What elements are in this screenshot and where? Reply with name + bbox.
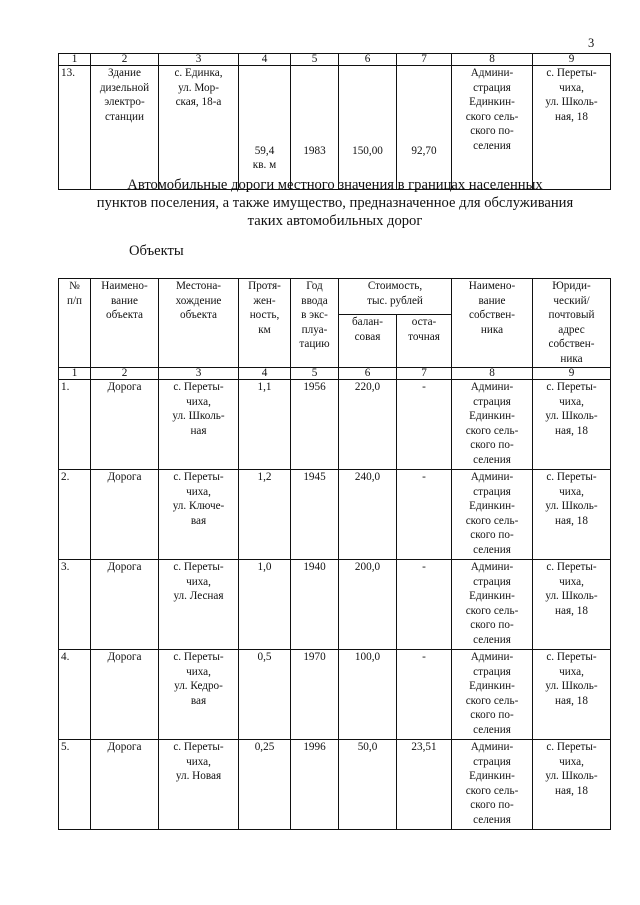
col-number: 7 — [397, 54, 452, 66]
roads-table — [58, 278, 611, 830]
owner-address: с. Переты- чиха, ул. Школь- ная, 18 — [533, 380, 611, 470]
residual-cost: 23,51 — [397, 740, 452, 830]
residual-cost: - — [397, 470, 452, 560]
object-location: с. Переты- чиха, ул. Новая — [159, 740, 239, 830]
table-row — [59, 66, 611, 190]
column-number-row — [59, 368, 611, 380]
header-location: Местона- хождение объекта — [159, 279, 239, 368]
page-number: 3 — [588, 36, 595, 50]
owner-name: Админи- страция Единкин- ского сель- ского по- селения — [452, 650, 533, 740]
col-number: 5 — [291, 368, 339, 380]
continuation-table — [58, 53, 611, 190]
residual-cost: 92,70 — [397, 66, 452, 190]
objects-label: Объекты — [129, 243, 184, 259]
balance-cost: 240,0 — [339, 470, 397, 560]
col-number: 3 — [159, 54, 239, 66]
col-number: 2 — [91, 54, 159, 66]
col-number: 9 — [533, 368, 611, 380]
section-title: Автомобильные дороги местного значения в границах населенных пунктов поселения, а также имущество, предназначенное для обслуживания таких автомобильных дорог — [96, 177, 574, 229]
col-number: 7 — [397, 368, 452, 380]
table-row — [59, 380, 611, 470]
object-name: Дорога — [91, 650, 159, 740]
owner-name: Админи- страция Единкин- ского сель- ского по- селения — [452, 740, 533, 830]
owner-name: Админи- страция Единкин- ского сель- ского по- селения — [452, 66, 533, 190]
row-number: 3. — [59, 560, 91, 650]
balance-cost: 200,0 — [339, 560, 397, 650]
object-location: с. Переты- чиха, ул. Школь- ная — [159, 380, 239, 470]
col-number: 3 — [159, 368, 239, 380]
header-owner: Наимено- вание собствен- ника — [452, 279, 533, 368]
col-number: 5 — [291, 54, 339, 66]
header-cost: Стоимость, тыс. рублей — [339, 279, 452, 315]
object-location: с. Переты- чиха, ул. Кедро- вая — [159, 650, 239, 740]
row-number: 5. — [59, 740, 91, 830]
object-name: Дорога — [91, 740, 159, 830]
object-size: 59,4 кв. м — [239, 66, 291, 190]
row-number: 4. — [59, 650, 91, 740]
table-row — [59, 470, 611, 560]
balance-cost: 100,0 — [339, 650, 397, 740]
residual-cost: - — [397, 650, 452, 740]
commission-year: 1956 — [291, 380, 339, 470]
owner-name: Админи- страция Единкин- ского сель- ского по- селения — [452, 560, 533, 650]
header-length: Протя- жен- ность, км — [239, 279, 291, 368]
object-name: Здание дизельной электро- станции — [91, 66, 159, 190]
header-year: Год ввода в экс- плуа- тацию — [291, 279, 339, 368]
road-length: 1,2 — [239, 470, 291, 560]
header-residual: оста- точная — [397, 315, 452, 368]
commission-year: 1945 — [291, 470, 339, 560]
balance-cost: 50,0 — [339, 740, 397, 830]
owner-address: с. Переты- чиха, ул. Школь- ная, 18 — [533, 470, 611, 560]
col-number: 8 — [452, 368, 533, 380]
col-number: 8 — [452, 54, 533, 66]
residual-cost: - — [397, 560, 452, 650]
owner-address: с. Переты- чиха, ул. Школь- ная, 18 — [533, 740, 611, 830]
commission-year: 1983 — [291, 66, 339, 190]
table-header-row — [59, 279, 611, 315]
object-name: Дорога — [91, 560, 159, 650]
col-number: 1 — [59, 368, 91, 380]
col-number: 2 — [91, 368, 159, 380]
header-num: № п/п — [59, 279, 91, 368]
table-row — [59, 560, 611, 650]
header-address: Юриди- ческий/ почтовый адрес собствен- ника — [533, 279, 611, 368]
col-number: 9 — [533, 54, 611, 66]
road-length: 1,1 — [239, 380, 291, 470]
row-number: 13. — [59, 66, 91, 190]
object-location: с. Переты- чиха, ул. Лесная — [159, 560, 239, 650]
col-number: 6 — [339, 368, 397, 380]
col-number: 6 — [339, 54, 397, 66]
owner-address: с. Переты- чиха, ул. Школь- ная, 18 — [533, 650, 611, 740]
owner-address: с. Переты- чиха, ул. Школь- ная, 18 — [533, 66, 611, 190]
residual-cost: - — [397, 380, 452, 470]
balance-cost: 220,0 — [339, 380, 397, 470]
table-row — [59, 740, 611, 830]
commission-year: 1940 — [291, 560, 339, 650]
road-length: 0,25 — [239, 740, 291, 830]
object-name: Дорога — [91, 470, 159, 560]
row-number: 1. — [59, 380, 91, 470]
owner-address: с. Переты- чиха, ул. Школь- ная, 18 — [533, 560, 611, 650]
object-location: с. Единка, ул. Мор- ская, 18-а — [159, 66, 239, 190]
road-length: 1,0 — [239, 560, 291, 650]
column-number-row — [59, 54, 611, 66]
col-number: 4 — [239, 368, 291, 380]
road-length: 0,5 — [239, 650, 291, 740]
owner-name: Админи- страция Единкин- ского сель- ского по- селения — [452, 470, 533, 560]
col-number: 1 — [59, 54, 91, 66]
col-number: 4 — [239, 54, 291, 66]
commission-year: 1970 — [291, 650, 339, 740]
object-location: с. Переты- чиха, ул. Ключе- вая — [159, 470, 239, 560]
object-name: Дорога — [91, 380, 159, 470]
header-name: Наимено- вание объекта — [91, 279, 159, 368]
commission-year: 1996 — [291, 740, 339, 830]
table-row — [59, 650, 611, 740]
balance-cost: 150,00 — [339, 66, 397, 190]
row-number: 2. — [59, 470, 91, 560]
owner-name: Админи- страция Единкин- ского сель- ского по- селения — [452, 380, 533, 470]
header-balance: балан- совая — [339, 315, 397, 368]
